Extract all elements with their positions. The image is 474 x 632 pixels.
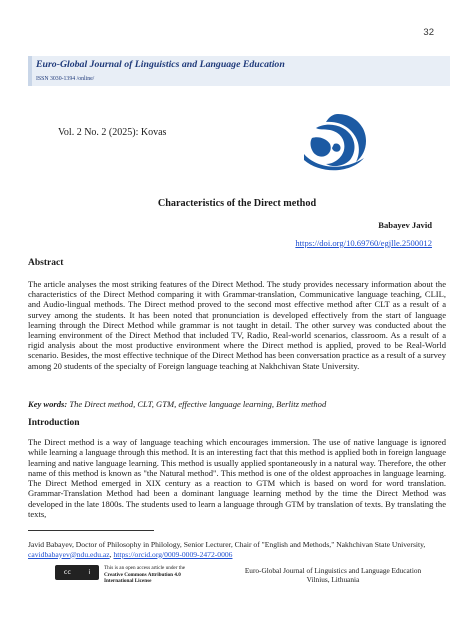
license-line-1: This is an open access article under the — [104, 565, 186, 571]
keywords — [28, 399, 446, 409]
page-number: 32 — [423, 27, 434, 38]
author-name: Babayev Javid — [378, 220, 432, 230]
cc-license-badge[interactable] — [55, 565, 99, 580]
license-line-2: Creative Commons Attribution 4.0 — [104, 571, 181, 578]
introduction-heading: Introduction — [28, 418, 80, 428]
keywords-label: Key words: — [28, 399, 68, 409]
footnote-separator: , — [109, 549, 112, 559]
publisher-location: Vilnius, Lithuania — [306, 575, 360, 584]
article-title: Characteristics of the Direct method — [157, 198, 317, 209]
doi-link[interactable]: https://doi.org/10.69760/egjlle.2500012 — [295, 238, 432, 248]
introduction-text: The Direct method is a way of language teaching which encourages immersion. The use of native language is ignored while learning a language through this method. It is an interesting fact that this method is applied both in foreign language learning and native language learning. This method is usually applied spontaneously in a natural way. Therefore, the other name of this method is known as "the Natural method". This method is one of the oldest approaches in language learning. The Direct Method emerged in XIX century as a reaction to GTM which is based on word for word translation. Grammar-Translation Method had been a dominant language learning method by the time the Direct Method was developed in the late 1800s. The students used to learn a language through GTM by translation of texts. By translating the texts, — [28, 437, 446, 520]
attribution-icon: i — [88, 568, 91, 577]
author-email-link[interactable]: cavidbabayev@ndu.edu.az — [28, 549, 110, 559]
license-line-3: International License — [104, 578, 152, 585]
license-text — [104, 565, 224, 585]
globe-logo-icon — [298, 108, 378, 174]
keywords-text: The Direct method, CLT, GTM, effective language learning, Berlitz method — [69, 399, 327, 409]
issn: ISSN 3030-1394 /online/ — [36, 76, 95, 82]
abstract-text: The article analyses the most striking features of the Direct Method. The study provides necessary information about the characteristics of the Direct Method comparing it with Grammar-translation, Communicative language teaching, CLIL, and Audio-lingual methods. The Direct method proved to the second most effective method after CLT as a result of a survey among the students. It has been noted that pronunciation is developed effectively from the start of language learning through the Direct Method while grammar is not taught in detail. The other survey was conducted about the learning environment of the Direct Method that included TV, Radio, Real-world scenarios, classroom. As a result of a rigid analysis about the most productive environment where the Direct method is applied, proved to be Real-World scenario. Besides, the most effective technique of the Direct Method has been conversation practice as a result of a survey among 20 students of the specialty of Foreign language teaching at Nakhchivan State University. — [28, 279, 446, 371]
footnote-divider — [28, 530, 154, 531]
publisher-info — [238, 566, 428, 584]
journal-title: Euro-Global Journal of Linguistics and Language Education — [36, 59, 285, 70]
publisher-name: Euro-Global Journal of Linguistics and Language Education — [244, 566, 422, 575]
volume-line: Vol. 2 No. 2 (2025): Kovas — [58, 127, 167, 138]
footnote-text: Javid Babayev, Doctor of Philosophy in Philology, Senior Lecturer, Chair of "English and Methods," Nakhchivan State University, — [28, 540, 426, 549]
cc-icon: cc — [63, 568, 71, 577]
author-footnote — [28, 540, 446, 559]
orcid-link[interactable]: https://orcid.org/0009-0009-2472-0006 — [113, 549, 233, 559]
abstract-heading: Abstract — [28, 258, 64, 268]
